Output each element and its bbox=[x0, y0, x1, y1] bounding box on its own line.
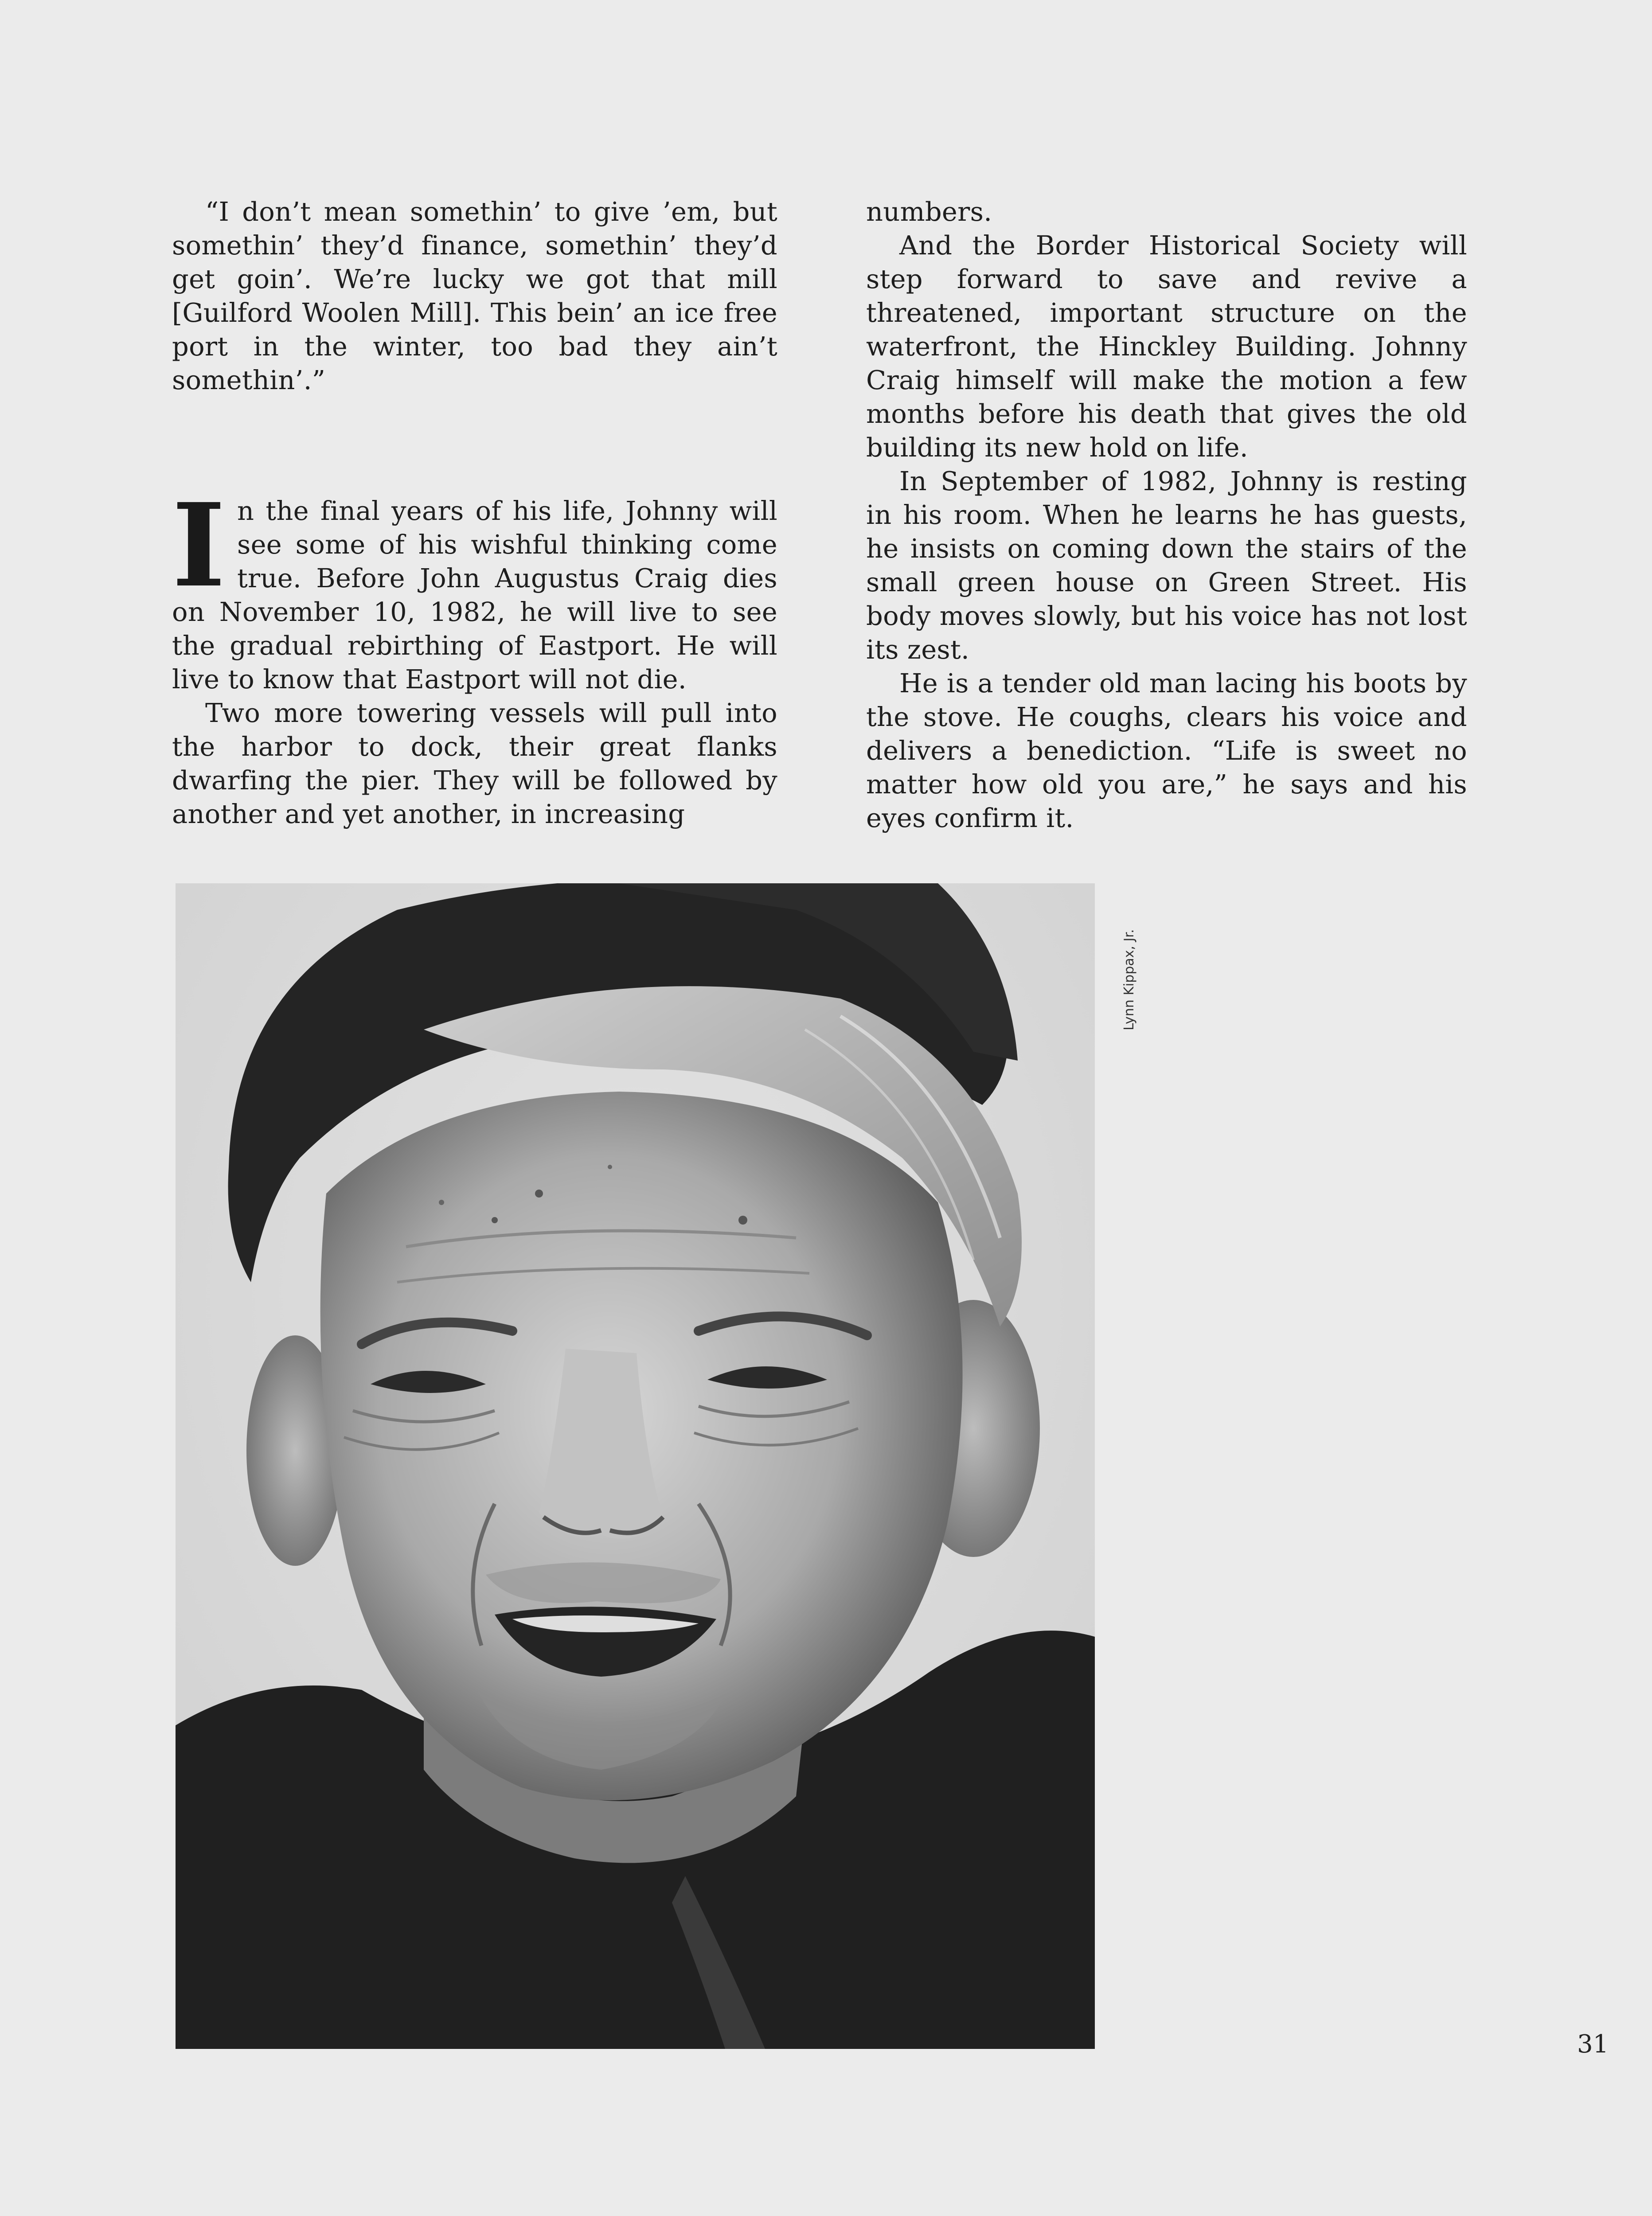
quote-paragraph: “I don’t mean somethin’ to give ’em, but somethin’ they’d finance, somethin’ they’d get goin’. We’re lucky we got that mill [Guilford Woolen Mill]. This bein’ an ice free port in the winter, too bad they ain’t somethin’.” bbox=[172, 196, 777, 395]
portrait-photo bbox=[176, 883, 1095, 2049]
paragraph-3: And the Border Historical Society will step forward to save and revive a threatened, important structure on the waterfront, the Hinckley Building. Johnny Craig himself will make the motion a few months before his death that gives the old building its new hold on life. bbox=[866, 230, 1467, 463]
photo-credit bbox=[1104, 886, 1137, 1046]
page-number: 31 bbox=[1577, 2030, 1609, 2059]
left-column-body bbox=[172, 478, 777, 831]
paragraph-2: Two more towering vessels will pull into the harbor to dock, their great flanks dwarfing the pier. They will be followed by another and yet another, in increasing bbox=[172, 698, 777, 829]
paragraph-4: In September of 1982, Johnny is resting in his room. When he learns he has guests, he insists on coming down the stairs of the small green house on Green Street. His body moves slowly, but his voice has not lost its zest. bbox=[866, 466, 1467, 665]
drop-cap: I bbox=[172, 478, 226, 613]
continuation-line: numbers. bbox=[866, 196, 992, 227]
left-column-quote bbox=[172, 195, 777, 397]
paragraph-5: He is a tender old man lacing his boots by the stove. He coughs, clears his voice and delivers a benediction. “Life is sweet no matter how old you are,” he says and his eyes confirm it. bbox=[866, 668, 1467, 833]
paragraph-1-text: n the final years of his life, Johnny will see some of his wishful thinking come true. Before John Augustus Craig dies on November 10, 1982, he will live to see the gradual rebirthing of Eastport. He will live to know that Eastport will not die. bbox=[172, 495, 777, 694]
drop-cap-paragraph bbox=[172, 478, 777, 696]
right-column-body bbox=[866, 195, 1467, 835]
photo-credit-text: Lynn Kippax, Jr. bbox=[1121, 929, 1137, 1030]
